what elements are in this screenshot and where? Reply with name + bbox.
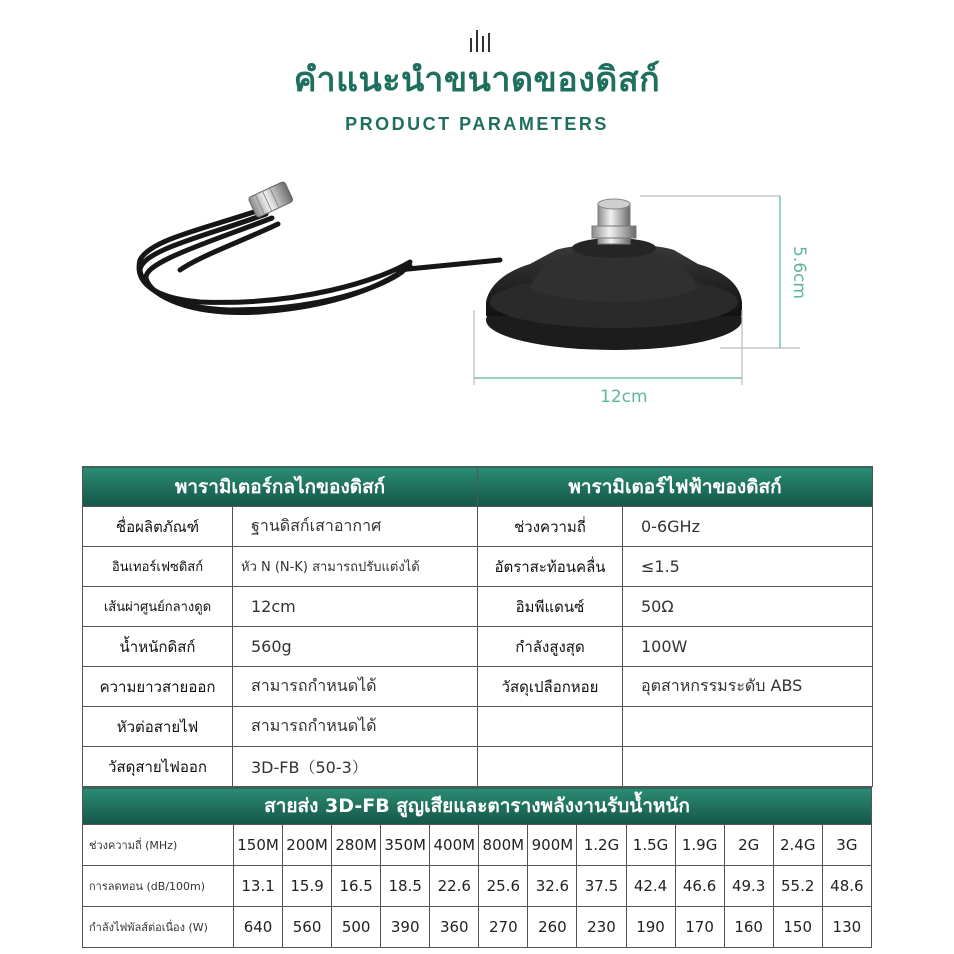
- attenuation-cell: 37.5: [577, 866, 626, 907]
- elec-label: ช่วงความถี่: [478, 507, 623, 547]
- attenuation-cell: 25.6: [479, 866, 528, 907]
- attenuation-cell: 46.6: [675, 866, 724, 907]
- empty-cell: [623, 747, 873, 787]
- mech-value: สามารถกำหนดได้: [233, 667, 478, 707]
- elec-value: ≤1.5: [623, 547, 873, 587]
- power-cell: 270: [479, 907, 528, 948]
- frequency-cell: 350M: [381, 825, 430, 866]
- transmission-heading: สายส่ง 3D-FB สูญเสียและตารางพลังงานรับน้ำหนัก: [83, 788, 872, 825]
- power-cell: 230: [577, 907, 626, 948]
- mech-label: ชื่อผลิตภัณฑ์: [83, 507, 233, 547]
- frequency-cell: 3G: [822, 825, 871, 866]
- height-dimension-label: 5.6cm: [789, 246, 809, 299]
- mech-label: ความยาวสายออก: [83, 667, 233, 707]
- power-cell: 190: [626, 907, 675, 948]
- bars-icon: [468, 30, 494, 52]
- frequency-cell: 1.2G: [577, 825, 626, 866]
- frequency-cell: 900M: [528, 825, 577, 866]
- attenuation-cell: 42.4: [626, 866, 675, 907]
- transmission-table: [82, 787, 872, 948]
- frequency-cell: 1.9G: [675, 825, 724, 866]
- attenuation-cell: 15.9: [283, 866, 332, 907]
- mech-label: เส้นผ่าศูนย์กลางดูด: [83, 587, 233, 627]
- elec-label: อัตราสะท้อนคลื่น: [478, 547, 623, 587]
- attenuation-cell: 32.6: [528, 866, 577, 907]
- mech-label: วัสดุสายไฟออก: [83, 747, 233, 787]
- mech-label: น้ำหนักดิสก์: [83, 627, 233, 667]
- frequency-cell: 150M: [234, 825, 283, 866]
- mech-label: อินเทอร์เฟซดิสก์: [83, 547, 233, 587]
- power-cell: 160: [724, 907, 773, 948]
- mech-value: 560g: [233, 627, 478, 667]
- width-dimension-label: 12cm: [600, 387, 648, 407]
- spec-table: [82, 466, 873, 787]
- attenuation-cell: 48.6: [822, 866, 871, 907]
- power-cell: 560: [283, 907, 332, 948]
- frequency-cell: 400M: [430, 825, 479, 866]
- antenna-base-image: [80, 170, 880, 430]
- frequency-cell: 800M: [479, 825, 528, 866]
- power-cell: 390: [381, 907, 430, 948]
- power-row-label: กำลังไฟพัลส์ต่อเนื่อง (W): [83, 907, 234, 948]
- empty-cell: [478, 747, 623, 787]
- elec-value: 0-6GHz: [623, 507, 873, 547]
- elec-value: 50Ω: [623, 587, 873, 627]
- page-subtitle: PRODUCT PARAMETERS: [345, 114, 609, 134]
- mech-value: สามารถกำหนดได้: [233, 707, 478, 747]
- attenuation-cell: 55.2: [773, 866, 822, 907]
- elec-label: อิมพีแดนซ์: [478, 587, 623, 627]
- attenuation-cell: 18.5: [381, 866, 430, 907]
- attenuation-cell: 13.1: [234, 866, 283, 907]
- elec-label: วัสดุเปลือกหอย: [478, 667, 623, 707]
- power-cell: 500: [332, 907, 381, 948]
- mech-value: 3D-FB（50-3）: [233, 747, 478, 787]
- frequency-row-label: ช่วงความถี่ (MHz): [83, 825, 234, 866]
- power-cell: 360: [430, 907, 479, 948]
- power-cell: 260: [528, 907, 577, 948]
- attenuation-cell: 49.3: [724, 866, 773, 907]
- frequency-cell: 1.5G: [626, 825, 675, 866]
- mechanical-heading: พารามิเตอร์กลไกของดิสก์: [83, 467, 478, 507]
- empty-cell: [478, 707, 623, 747]
- elec-label: กำลังสูงสุด: [478, 627, 623, 667]
- mech-value: หัว N (N-K) สามารถปรับแต่งได้: [233, 547, 478, 587]
- mech-value: ฐานดิสก์เสาอากาศ: [233, 507, 478, 547]
- attenuation-cell: 22.6: [430, 866, 479, 907]
- mech-value: 12cm: [233, 587, 478, 627]
- power-cell: 170: [675, 907, 724, 948]
- empty-cell: [623, 707, 873, 747]
- electrical-heading: พารามิเตอร์ไฟฟ้าของดิสก์: [478, 467, 873, 507]
- frequency-cell: 200M: [283, 825, 332, 866]
- mech-label: หัวต่อสายไฟ: [83, 707, 233, 747]
- power-cell: 150: [773, 907, 822, 948]
- frequency-cell: 280M: [332, 825, 381, 866]
- spec-table-container: [82, 466, 872, 948]
- frequency-cell: 2.4G: [773, 825, 822, 866]
- elec-value: อุตสาหกรรมระดับ ABS: [623, 667, 873, 707]
- power-cell: 640: [234, 907, 283, 948]
- frequency-cell: 2G: [724, 825, 773, 866]
- power-cell: 130: [822, 907, 871, 948]
- attenuation-row-label: การลดทอน (dB/100m): [83, 866, 234, 907]
- attenuation-cell: 16.5: [332, 866, 381, 907]
- elec-value: 100W: [623, 627, 873, 667]
- page-title: คำแนะนำขนาดของดิสก์: [293, 60, 661, 100]
